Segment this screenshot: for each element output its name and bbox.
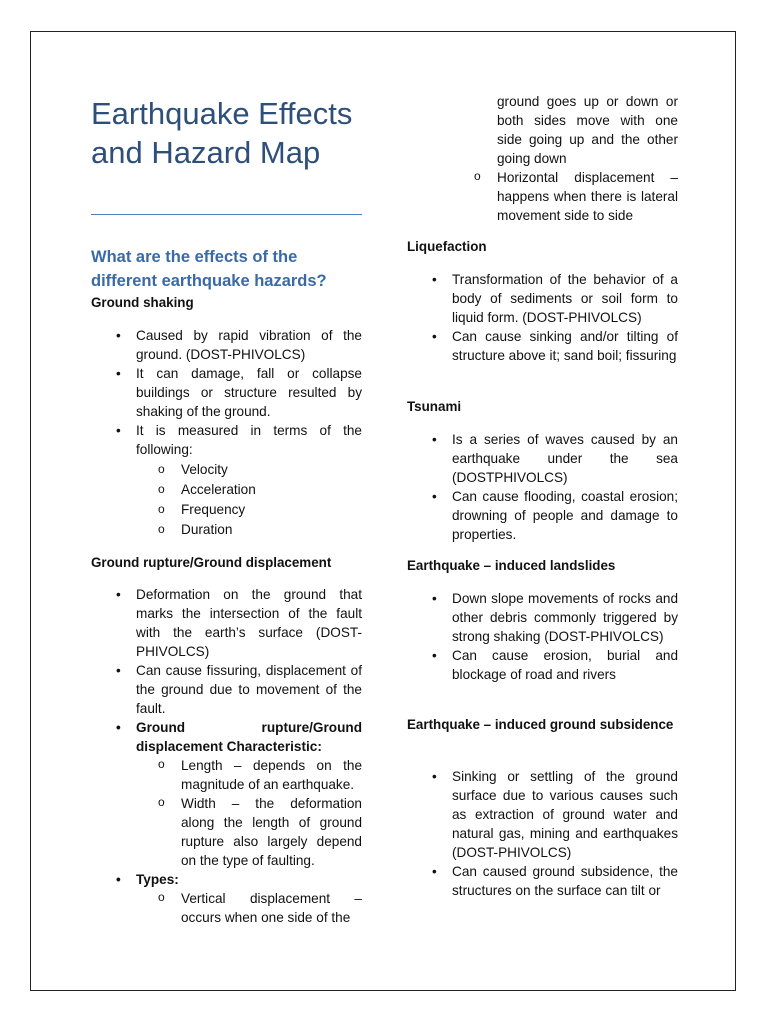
list-item: • Is a series of waves caused by an earthquake under the sea (DOSTPHIVOLCS) <box>407 430 678 487</box>
tsunami-title: Tsunami <box>407 399 462 414</box>
ground-rupture-section <box>91 585 362 927</box>
list-item: • Can caused ground subsidence, the structures on the surface can tilt or <box>407 862 678 900</box>
list-item: • Down slope movements of rocks and other debris commonly triggered by strong shaking (DOST-PHIVOLCS) <box>407 589 678 646</box>
list-item: • Can cause erosion, burial and blockage of road and rivers <box>407 646 678 684</box>
sub-list-item: o Velocity <box>91 460 362 480</box>
liquefaction-section <box>407 270 678 365</box>
ground-shaking-title: Ground shaking <box>91 295 194 310</box>
types-continuation <box>407 92 678 225</box>
landslides-title: Earthquake – induced landslides <box>407 558 616 573</box>
list-item: • Transformation of the behavior of a body of sediments or soil form to liquid form. (DOST-PHIVOLCS) <box>407 270 678 327</box>
list-item: • Ground rupture/Ground displacement Characteristic: <box>91 718 362 756</box>
list-item: • Sinking or settling of the ground surface due to various causes such as extraction of ground water and natural gas, mining and earthquakes (DOST-PHIVOLCS) <box>407 767 678 862</box>
page-title: Earthquake Effects and Hazard Map <box>91 96 353 170</box>
ground-shaking-section <box>91 326 362 540</box>
section-heading: What are the effects of the different earthquake hazards? <box>91 248 327 290</box>
list-item: • Deformation on the ground that marks the intersection of the fault with the earth’s surface (DOST-PHIVOLCS) <box>91 585 362 661</box>
liquefaction-title: Liquefaction <box>407 239 487 254</box>
list-item: • Caused by rapid vibration of the ground. (DOST-PHIVOLCS) <box>91 326 362 364</box>
sub-list-item: o Duration <box>91 520 362 540</box>
title-underline <box>91 214 362 215</box>
list-item: • Can cause fissuring, displacement of the ground due to movement of the fault. <box>91 661 362 718</box>
landslides-section <box>407 589 678 684</box>
sub-list-item: o Acceleration <box>91 480 362 500</box>
sub-list-item: o Length – depends on the magnitude of an earthquake. <box>91 756 362 794</box>
ground-rupture-title: Ground rupture/Ground displacement <box>91 555 332 570</box>
subsidence-title-text: Earthquake – induced ground subsidence <box>407 717 674 732</box>
list-item: • It is measured in terms of the following: <box>91 421 362 459</box>
tsunami-section <box>407 430 678 544</box>
sub-list-item: o Vertical displacement – occurs when one side of the <box>91 889 362 927</box>
list-item: • Can cause sinking and/or tilting of structure above it; sand boil; fissuring <box>407 327 678 365</box>
document-page <box>30 31 736 991</box>
continuation-text: ground goes up or down or both sides move with one side going up and the other going down <box>497 94 678 166</box>
subsidence-title <box>407 715 678 734</box>
sub-list-item: o Horizontal displacement – happens when there is lateral movement side to side <box>407 168 678 225</box>
list-item: • Types: <box>91 870 362 889</box>
sub-list-item: o Frequency <box>91 500 362 520</box>
list-item: • It can damage, fall or collapse buildings or structure resulted by shaking of the ground. <box>91 364 362 421</box>
list-item: • Can cause flooding, coastal erosion; drowning of people and damage to properties. <box>407 487 678 544</box>
subsidence-section <box>407 767 678 900</box>
sub-list-item: o Width – the deformation along the length of ground rupture also largely depend on the type of faulting. <box>91 794 362 870</box>
